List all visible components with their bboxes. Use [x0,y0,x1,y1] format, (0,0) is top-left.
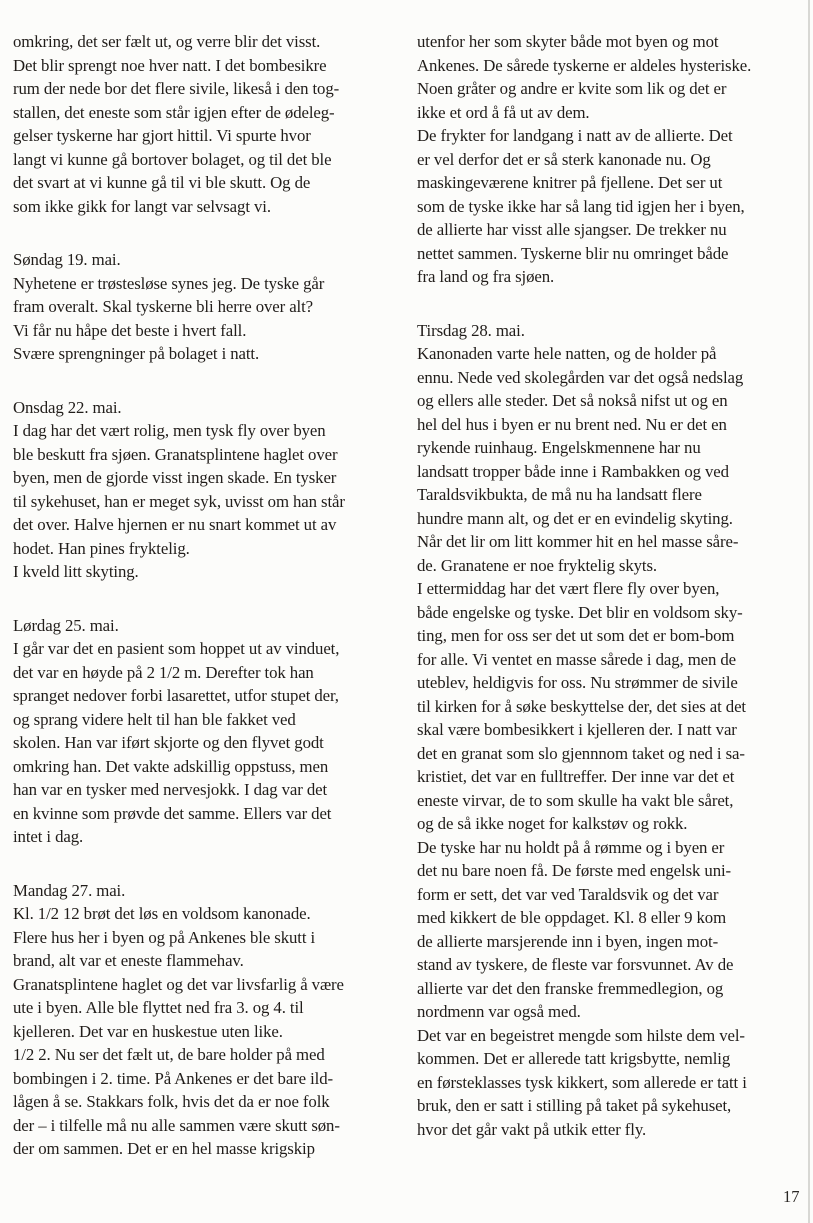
text-line: bombingen i 2. time. På Ankenes er det bare ild- [13,1068,334,1088]
text-line: Vi får nu håpe det beste i hvert fall. [13,320,247,340]
text-line: form er sett, det var ved Taraldsvik og det var [417,884,719,904]
text-line: Svære sprengninger på bolaget i natt. [13,344,260,363]
text-line: det over. Halve hjernen er nu snart kommet ut av [13,515,337,534]
text-line: det svart at vi kunne gå til vi ble skutt. Og de [13,173,311,192]
text-line: der om sammen. Det er en hel masse krigskip [13,1139,315,1158]
text-line: De tyske har nu holdt på å rømme og i byen er [417,837,725,857]
text-column-left [13,30,413,1190]
text-line: allierte var det den franske fremmedlegion, og [417,978,724,998]
entry-date-heading: Tirsdag 28. mai. [417,320,525,340]
text-line: Når det lir om litt kommer hit en hel masse såre- [417,532,739,551]
entry-date-heading: Onsdag 22. mai. [13,397,122,417]
text-line: De frykter for landgang i natt av de allierte. Det [417,126,733,145]
text-line: I dag har det vært rolig, men tysk fly over byen [13,421,326,440]
text-line: både engelske og tyske. Det blir en voldsom sky- [417,602,743,622]
page-number: 17 [783,1187,800,1206]
text-line: de allierte har visst alle sjangser. De trekker nu [417,220,727,239]
text-line: de. Granatene er noe fryktelig skyts. [417,555,658,575]
text-line: hel del hus i byen er nu brent ned. Nu er det en [417,414,727,434]
text-line: ting, men for oss ser det ut som det er bom-bom [417,626,735,645]
text-column-right [417,30,811,1190]
text-line: I kveld litt skyting. [13,562,139,581]
text-line: der – i tilfelle må nu alle sammen være skutt søn- [13,1115,340,1135]
text-line: I ettermiddag har det vært flere fly over byen, [417,579,720,598]
text-line: Granatsplintene haglet og det var livsfarlig å være [13,974,344,994]
text-line: fra land og fra sjøen. [417,267,555,286]
paragraph-gap [13,849,413,879]
text-line: Ankenes. De sårede tyskerne er aldeles hysteriske. [417,55,752,75]
text-line: en kvinne som prøvde det samme. Ellers var det [13,803,332,823]
text-line: eneste virvar, de to som skulle ha vakt ble såret, [417,790,734,810]
text-line: uteblev, heldigvis for oss. Nu strømmer de sivile [417,673,738,692]
paragraph-gap [13,218,413,248]
text-line: Noen gråter og andre er kvite som lik og det er [417,79,727,98]
text-line: kjelleren. Det var en huskestue uten like. [13,1021,283,1041]
text-line: det var en høyde på 2 1/2 m. Derefter tok han [13,662,314,682]
text-line: ble beskutt fra sjøen. Granatsplintene haglet over [13,444,338,464]
text-line: Taraldsvikbukta, de må nu ha landsatt flere [417,485,702,504]
text-line: rykende ruinhaug. Engelskmennene har nu [417,438,701,457]
text-line: med kikkert de ble oppdaget. Kl. 8 eller 9 kom [417,908,727,927]
paragraph-gap [417,289,811,319]
text-line: bruk, den er satt i stilling på taket på sykehuset, [417,1096,732,1115]
text-line: og ellers alle steder. Det så nokså nifst ut og en [417,391,728,410]
entry-date-heading: Mandag 27. mai. [13,880,126,900]
text-line: han var en tysker med nervesjokk. I dag var det [13,780,328,799]
text-line: de allierte marsjerende inn i byen, ingen mot- [417,931,719,951]
text-line: landsatt tropper både inne i Rambakken og ved [417,461,729,481]
scan-edge-line [808,0,810,1223]
text-line: Nyhetene er trøstesløse synes jeg. De tyske går [13,273,325,293]
text-line: Flere hus her i byen og på Ankenes ble skutt i [13,927,316,947]
text-line: hundre mann alt, og det er en evindelig skyting. [417,508,733,528]
text-line: spranget nedover forbi lasarettet, utfor stupet der, [13,686,339,705]
text-line: omkring, det ser fælt ut, og verre blir det visst. [13,32,321,51]
text-line: maskingeværene knitrer på fjellene. Det ser ut [417,173,723,192]
text-line: gelser tyskerne har gjort hittil. Vi spurte hvor [13,126,311,145]
text-line: lågen å se. Stakkars folk, hvis det da er noe folk [13,1092,330,1111]
paragraph-gap [13,366,413,396]
text-line: fram overalt. Skal tyskerne bli herre over alt? [13,297,314,316]
text-line: kristiet, det var en fulltreffer. Der inne var det et [417,767,735,786]
text-line: som ikke gikk for langt var selvsagt vi. [13,196,271,216]
text-line: stallen, det eneste som står igjen efter de ødeleg- [13,102,335,122]
text-line: ennu. Nede ved skolegården var det også nedslag [417,367,744,387]
text-line: hodet. Han pines fryktelig. [13,538,190,558]
text-line: til kirken for å søke beskyttelse der, det sies at det [417,696,746,716]
text-line: Kanonaden varte hele natten, og de holder på [417,344,717,363]
text-line: for alle. Vi ventet en masse sårede i dag, men de [417,649,737,669]
text-line: kommen. Det er allerede tatt krigsbytte, nemlig [417,1049,731,1068]
paragraph-gap [13,584,413,614]
text-line: er vel derfor det er så sterk kanonade nu. Og [417,149,711,169]
text-line: Kl. 1/2 12 brøt det løs en voldsom kanonade. [13,904,311,923]
text-line: nettet sammen. Tyskerne blir nu omringet både [417,243,729,263]
text-line: skolen. Han var iført skjorte og den flyvet godt [13,733,324,752]
text-line: og sprang videre helt til han ble fakket ved [13,709,296,729]
text-line: rum der nede bor det flere sivile, likeså i den tog- [13,79,340,98]
text-line: som de tyske ikke har så lang tid igjen her i byen, [417,196,745,216]
text-line: hvor det går vakt på utkik etter fly. [417,1119,647,1139]
text-line: og de så ikke noget for kalkstøv og rokk. [417,814,688,833]
text-line: ikke et ord å få ut av dem. [417,102,590,122]
text-line: til sykehuset, han er meget syk, uvisst om han står [13,491,345,511]
text-line: omkring han. Det vakte adskillig oppstuss, men [13,756,329,776]
text-line: intet i dag. [13,827,84,846]
text-line: en førsteklasses tysk kikkert, som allerede er tatt i [417,1072,747,1092]
text-line: det en granat som slo gjennnom taket og ned i sa- [417,743,745,763]
text-line: Det blir sprengt noe hver natt. I det bombesikre [13,55,327,75]
text-line: skal være bombesikkert i kjelleren der. I natt var [417,720,737,739]
text-line: langt vi kunne gå bortover bolaget, og til det ble [13,149,332,169]
text-line: Det var en begeistret mengde som hilste dem vel- [417,1025,745,1045]
text-line: I går var det en pasient som hoppet ut av vinduet, [13,639,340,658]
text-line: brand, alt var et eneste flammehav. [13,951,244,970]
text-line: stand av tyskere, de fleste var forsvunnet. Av de [417,955,734,974]
text-line: 1/2 2. Nu ser det fælt ut, de bare holder på med [13,1045,325,1064]
text-line: det nu bare noen få. De første med engelsk uni- [417,861,732,880]
text-line: byen, men de gjorde visst ingen skade. En tysker [13,468,337,487]
text-line: nordmenn var også med. [417,1002,581,1021]
text-line: ute i byen. Alle ble flyttet ned fra 3. og 4. til [13,998,304,1017]
text-line: utenfor her som skyter både mot byen og mot [417,32,719,51]
entry-date-heading: Søndag 19. mai. [13,250,121,269]
entry-date-heading: Lørdag 25. mai. [13,615,119,635]
